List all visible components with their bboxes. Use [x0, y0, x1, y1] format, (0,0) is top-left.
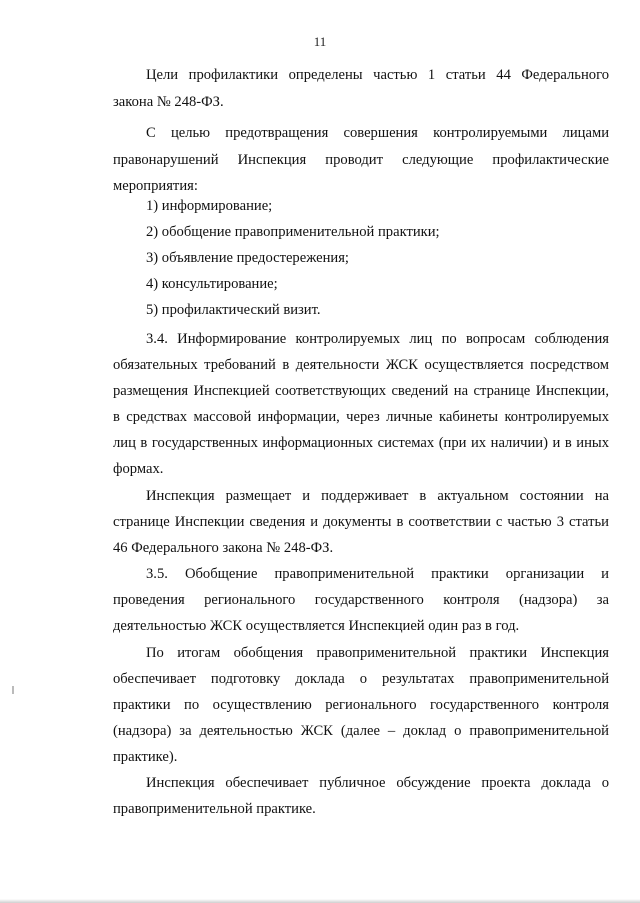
text-line: деятельностью ЖСК осуществляется Инспекцией один раз в год. [113, 618, 520, 634]
text-line: Инспекция обеспечивает публичное обсуждение проекта доклада о [146, 775, 609, 791]
text-line: в средствах массовой информации, через личные кабинеты контролируемых [113, 409, 609, 425]
text-line: 3.4. Информирование контролируемых лиц по вопросам соблюдения [146, 331, 609, 347]
text-line: Цели профилактики определены частью 1 статьи 44 Федерального [146, 67, 609, 83]
scan-edge [0, 899, 640, 903]
list-item: 2) обобщение правоприменительной практики; [146, 224, 440, 240]
text-line: правонарушений Инспекция проводит следующие профилактические [113, 152, 609, 168]
text-line: (надзора) за деятельностью ЖСК (далее – доклад о правоприменительной [113, 723, 609, 739]
list-item: 4) консультирование; [146, 276, 278, 292]
text-line: закона № 248-ФЗ. [113, 94, 224, 110]
text-line: 46 Федерального закона № 248-ФЗ. [113, 540, 334, 556]
text-line: формах. [113, 461, 164, 477]
text-line: обязательных требований в деятельности ЖСК осуществляется посредством [113, 357, 609, 373]
text-line: По итогам обобщения правоприменительной практики Инспекция [146, 645, 609, 661]
list-item: 1) информирование; [146, 198, 273, 214]
text-line: правоприменительной практике. [113, 801, 316, 817]
text-line: странице Инспекции сведения и документы в соответствии с частью 3 статьи [113, 514, 609, 530]
text-line: 3.5. Обобщение правоприменительной практики организации и [146, 566, 609, 582]
text-line: лиц в государственных информационных системах (при их наличии) и в иных [113, 435, 609, 451]
text-line: размещения Инспекцией соответствующих сведений на странице Инспекции, [113, 383, 609, 399]
text-line: практики по осуществлению регионального государственного контроля [113, 697, 609, 713]
list-item: 3) объявление предостережения; [146, 250, 349, 266]
text-line: обеспечивает подготовку доклада о результатах правоприменительной [113, 671, 609, 687]
page-number: 11 [313, 34, 327, 49]
text-line: проведения регионального государственного контроля (надзора) за [113, 592, 609, 608]
text-line: мероприятия: [113, 178, 198, 194]
text-line: практике). [113, 749, 178, 765]
text-line: Инспекция размещает и поддерживает в актуальном состоянии на [146, 488, 609, 504]
scan-artifact [12, 686, 14, 694]
list-item: 5) профилактический визит. [146, 302, 321, 318]
text-line: С целью предотвращения совершения контролируемыми лицами [146, 125, 609, 141]
